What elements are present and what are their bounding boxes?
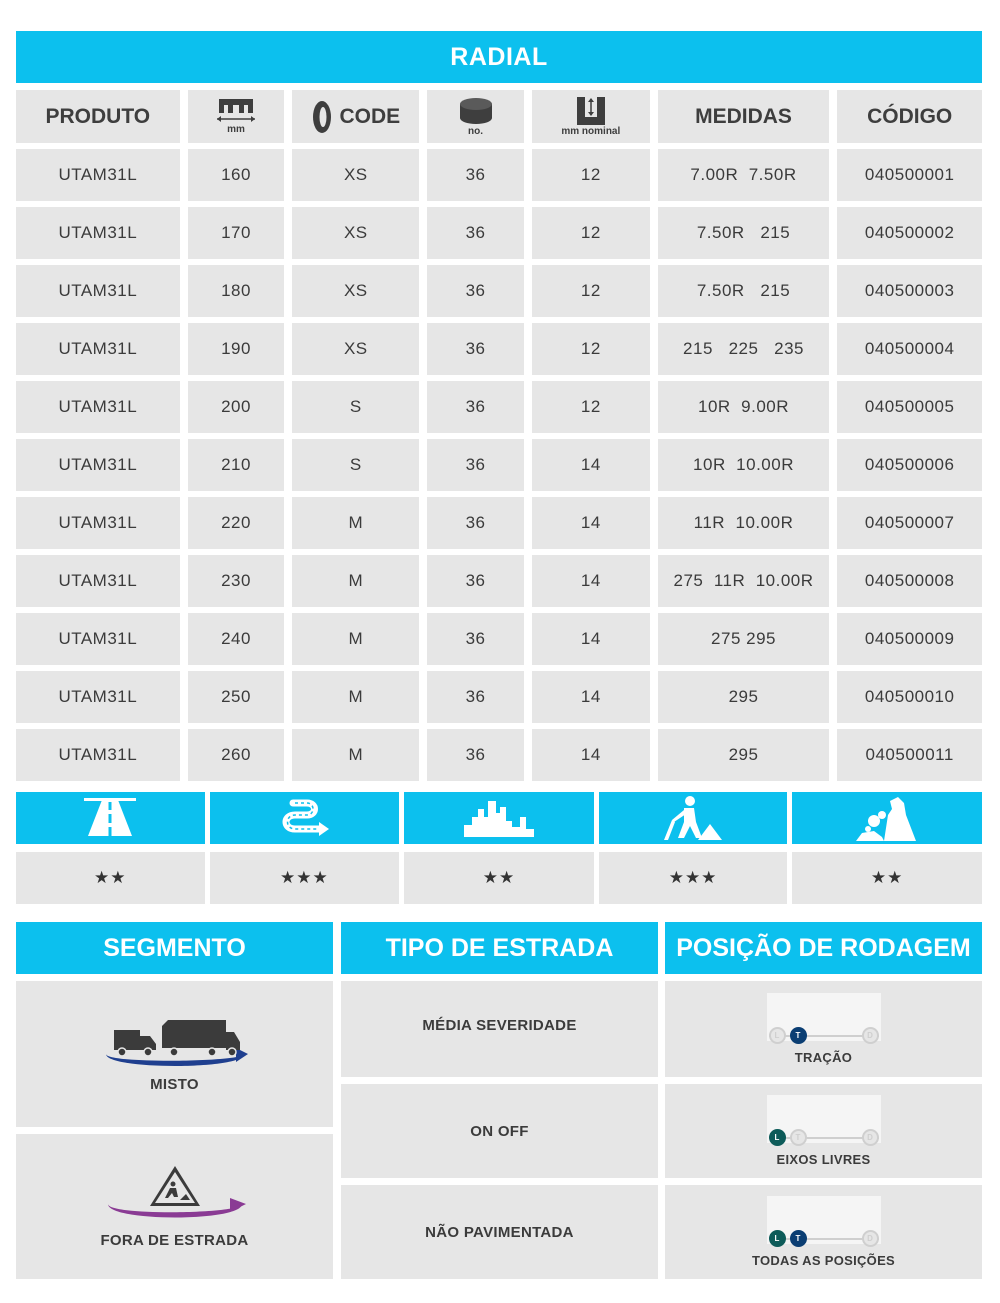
table-row (16, 497, 982, 549)
cell-width: 240 (188, 613, 285, 665)
tread-width-icon (215, 99, 257, 123)
cell-depth: 12 (532, 323, 650, 375)
road-work-rating: ★★★ (599, 852, 788, 904)
cell-width: 190 (188, 323, 285, 375)
segmento-header: SEGMENTO (16, 922, 333, 974)
cell-count: 36 (427, 497, 524, 549)
posicao-rodagem-header: POSIÇÃO DE RODAGEM (665, 922, 982, 974)
cell-produto: UTAM31L (16, 497, 180, 549)
axle-d-dot: D (862, 1027, 879, 1044)
cell-count: 36 (427, 613, 524, 665)
cell-codigo: 040500003 (837, 265, 982, 317)
cell-depth: 14 (532, 555, 650, 607)
cell-produto: UTAM31L (16, 265, 180, 317)
posicao-tracao-label: TRAÇÃO (794, 1050, 853, 1065)
axle-t-dot: T (790, 1027, 807, 1044)
cell-produto: UTAM31L (16, 323, 180, 375)
header-codigo: CÓDIGO (837, 90, 982, 143)
cell-codigo: 040500002 (837, 207, 982, 259)
tipo-estrada-item (341, 981, 658, 1077)
stud-cylinder-icon (458, 97, 494, 125)
city-cell (404, 792, 594, 844)
width-unit: mm (227, 123, 245, 135)
cell-depth: 12 (532, 149, 650, 201)
tread-depth-icon (575, 97, 607, 125)
cell-width: 200 (188, 381, 285, 433)
code-label: CODE (339, 104, 401, 128)
cell-produto: UTAM31L (16, 671, 180, 723)
cell-produto: UTAM31L (16, 729, 180, 781)
cell-medidas: 295 (658, 729, 830, 781)
cell-count: 36 (427, 671, 524, 723)
cell-width: 230 (188, 555, 285, 607)
ratings-row (16, 852, 982, 904)
cell-produto: UTAM31L (16, 555, 180, 607)
cell-codigo: 040500007 (837, 497, 982, 549)
cell-produto: UTAM31L (16, 439, 180, 491)
cell-width: 170 (188, 207, 285, 259)
tipo-estrada-item (341, 1084, 658, 1178)
axle-diagram (769, 1027, 879, 1044)
axle-l-dot: L (769, 1129, 786, 1146)
table-row (16, 207, 982, 259)
cell-depth: 14 (532, 729, 650, 781)
cell-codigo: 040500009 (837, 613, 982, 665)
cell-codigo: 040500006 (837, 439, 982, 491)
cell-medidas: 295 (658, 671, 830, 723)
off-road-rocks-icon (854, 795, 920, 841)
cell-width: 160 (188, 149, 285, 201)
posicao-tracao (665, 981, 982, 1077)
cell-code: M (292, 555, 419, 607)
road-work-icon (662, 796, 724, 840)
cell-code: M (292, 671, 419, 723)
cell-codigo: 040500011 (837, 729, 982, 781)
cell-count: 36 (427, 149, 524, 201)
posicao-todas (665, 1185, 982, 1279)
header-medidas: MEDIDAS (658, 90, 830, 143)
header-count (427, 90, 524, 143)
tipo-estrada-on-off: ON OFF (470, 1122, 529, 1140)
cell-codigo: 040500001 (837, 149, 982, 201)
axle-t-dot: T (790, 1230, 807, 1247)
application-icons-row (16, 792, 982, 844)
cell-count: 36 (427, 555, 524, 607)
cell-depth: 12 (532, 265, 650, 317)
cell-medidas: 7.50R 215 (658, 207, 830, 259)
segmento-misto (16, 981, 333, 1127)
cell-width: 260 (188, 729, 285, 781)
construction-sign-icon (100, 1164, 250, 1224)
table-row (16, 265, 982, 317)
cell-codigo: 040500005 (837, 381, 982, 433)
axle-t-dot: T (790, 1129, 807, 1146)
cell-codigo: 040500004 (837, 323, 982, 375)
cell-medidas: 215 225 235 (658, 323, 830, 375)
cell-width: 250 (188, 671, 285, 723)
axle-l-dot: L (769, 1027, 786, 1044)
cell-count: 36 (427, 265, 524, 317)
cell-medidas: 10R 10.00R (658, 439, 830, 491)
table-row (16, 613, 982, 665)
header-produto: PRODUTO (16, 90, 180, 143)
cell-code: XS (292, 265, 419, 317)
cell-produto: UTAM31L (16, 613, 180, 665)
off-road-rating: ★★ (792, 852, 982, 904)
cell-code: M (292, 729, 419, 781)
table-title: RADIAL (16, 31, 982, 83)
city-rating: ★★ (404, 852, 594, 904)
winding-road-rating: ★★★ (210, 852, 400, 904)
table-row (16, 439, 982, 491)
axle-d-dot: D (862, 1230, 879, 1247)
axle-diagram (769, 1230, 879, 1247)
cell-code: M (292, 497, 419, 549)
city-icon (464, 799, 534, 837)
cell-medidas: 7.50R 215 (658, 265, 830, 317)
cell-code: M (292, 613, 419, 665)
tipo-estrada-nao-pavimentada: NÃO PAVIMENTADA (425, 1223, 574, 1241)
table-row (16, 555, 982, 607)
tipo-estrada-media-severidade: MÉDIA SEVERIDADE (422, 1016, 577, 1034)
cell-count: 36 (427, 381, 524, 433)
cell-produto: UTAM31L (16, 149, 180, 201)
axle-d-dot: D (862, 1129, 879, 1146)
axle-l-dot: L (769, 1230, 786, 1247)
table-row (16, 729, 982, 781)
cell-width: 180 (188, 265, 285, 317)
table-row (16, 381, 982, 433)
cell-depth: 14 (532, 671, 650, 723)
depth-unit: mm nominal (561, 125, 621, 137)
winding-road-cell (210, 792, 400, 844)
cell-depth: 14 (532, 439, 650, 491)
tipo-estrada-header: TIPO DE ESTRADA (341, 922, 658, 974)
cell-width: 220 (188, 497, 285, 549)
cell-code: XS (292, 207, 419, 259)
cell-code: XS (292, 323, 419, 375)
product-table (16, 90, 982, 787)
header-width (188, 90, 285, 143)
highway-cell (16, 792, 205, 844)
winding-road-icon (277, 799, 331, 837)
trucks-icon (100, 1016, 250, 1072)
cell-depth: 12 (532, 381, 650, 433)
segmento-misto-label: MISTO (150, 1075, 199, 1093)
header-depth (532, 90, 650, 143)
cell-code: S (292, 381, 419, 433)
cell-medidas: 7.00R 7.50R (658, 149, 830, 201)
cell-count: 36 (427, 207, 524, 259)
cell-code: XS (292, 149, 419, 201)
road-work-cell (599, 792, 788, 844)
table-row (16, 323, 982, 375)
count-unit: no. (468, 125, 484, 137)
cell-medidas: 10R 9.00R (658, 381, 830, 433)
cell-produto: UTAM31L (16, 381, 180, 433)
cell-medidas: 11R 10.00R (658, 497, 830, 549)
off-road-cell (792, 792, 982, 844)
axle-diagram (769, 1129, 879, 1146)
tipo-estrada-item (341, 1185, 658, 1279)
highway-icon (84, 798, 136, 838)
cell-depth: 14 (532, 497, 650, 549)
cell-depth: 14 (532, 613, 650, 665)
cell-count: 36 (427, 729, 524, 781)
segmento-fora-de-estrada (16, 1134, 333, 1279)
highway-rating: ★★ (16, 852, 205, 904)
segmento-fora-de-estrada-label: FORA DE ESTRADA (100, 1232, 249, 1249)
table-row (16, 671, 982, 723)
cell-count: 36 (427, 439, 524, 491)
posicao-eixos-livres (665, 1084, 982, 1178)
cell-width: 210 (188, 439, 285, 491)
cell-medidas: 275 11R 10.00R (658, 555, 830, 607)
cell-medidas: 275 295 (658, 613, 830, 665)
cell-count: 36 (427, 323, 524, 375)
posicao-eixos-livres-label: EIXOS LIVRES (776, 1152, 871, 1167)
cell-depth: 12 (532, 207, 650, 259)
cell-code: S (292, 439, 419, 491)
cell-produto: UTAM31L (16, 207, 180, 259)
posicao-todas-label: TODAS AS POSIÇÕES (751, 1253, 896, 1268)
table-row (16, 149, 982, 201)
header-code (292, 90, 419, 143)
table-header-row (16, 90, 982, 143)
cell-codigo: 040500010 (837, 671, 982, 723)
tire-icon (311, 100, 333, 134)
cell-codigo: 040500008 (837, 555, 982, 607)
